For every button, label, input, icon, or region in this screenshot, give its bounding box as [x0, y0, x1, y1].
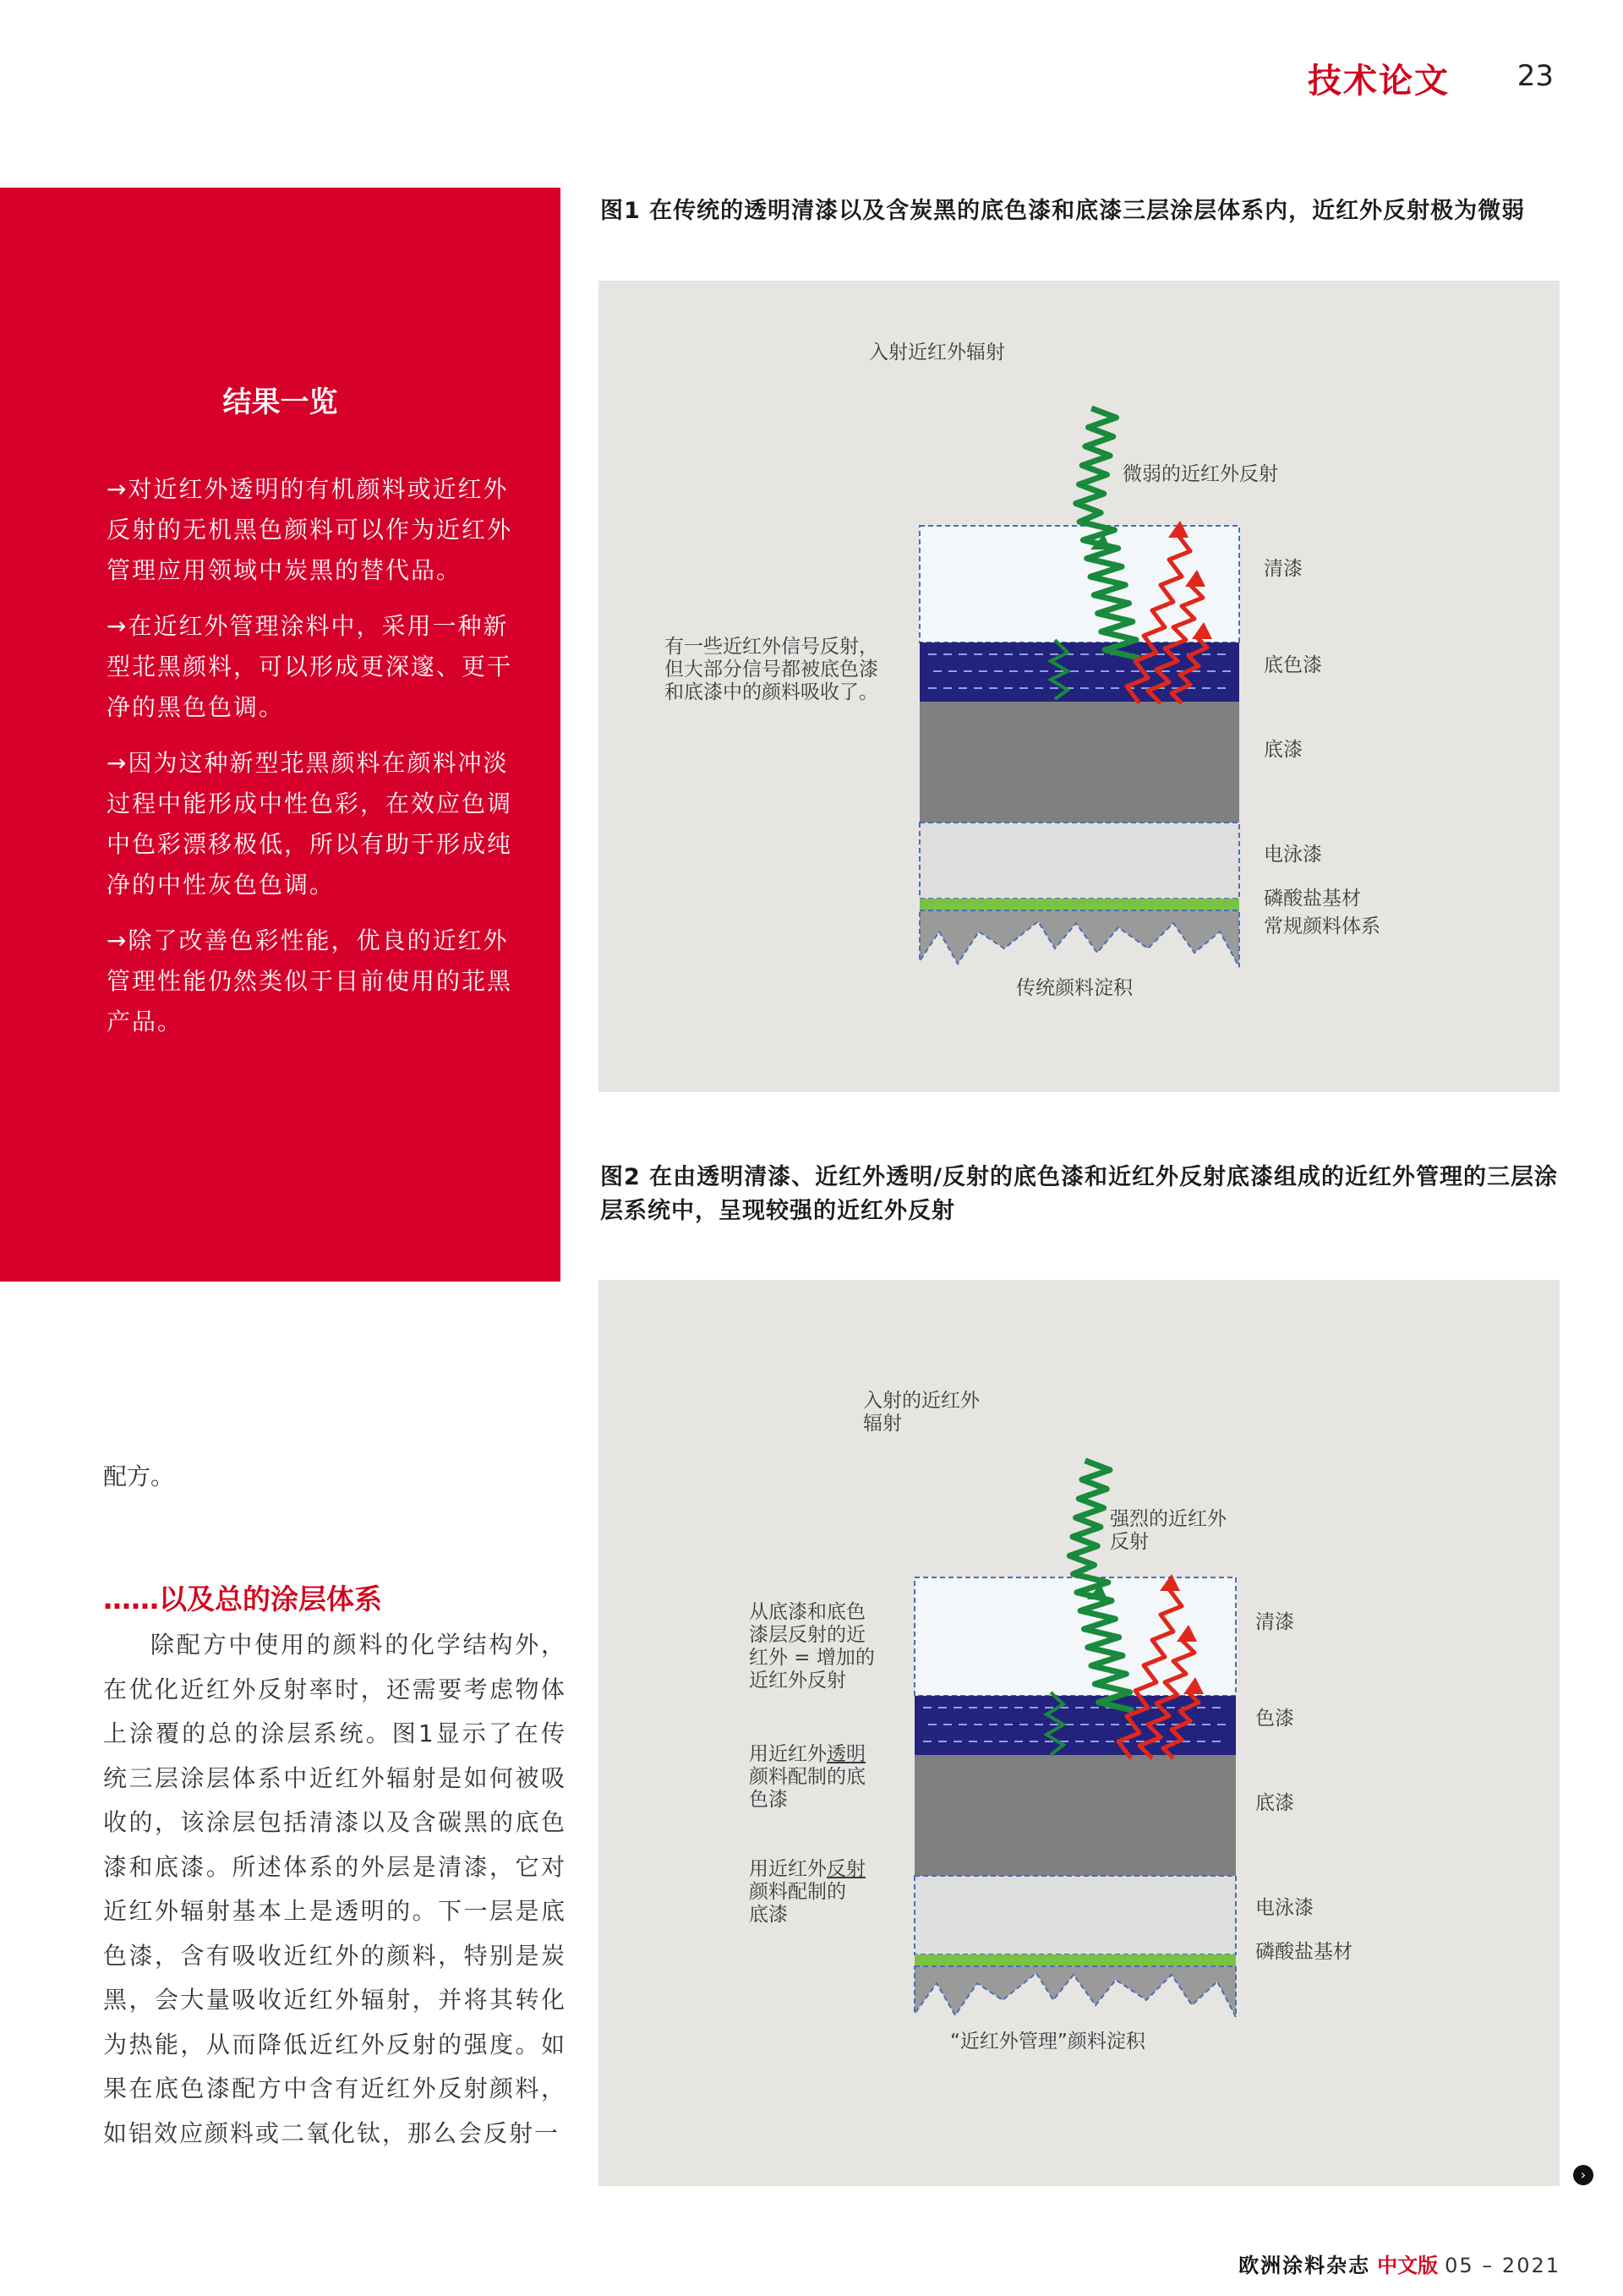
phosphate-layer — [915, 1954, 1236, 1966]
primer-layer — [920, 702, 1239, 823]
ecoat-layer — [915, 1876, 1236, 1954]
fig2-layer-basecoat: 色漆 — [1255, 1708, 1294, 1730]
phosphate-layer — [920, 899, 1239, 910]
primer-layer — [915, 1755, 1236, 1876]
summary-item: →对近红外透明的有机颜料或近红外反射的无机黑色颜料可以作为近红外管理应用领域中炭黑的替代品。 — [107, 475, 513, 584]
fig1-layer-pigment-system: 常规颜料体系 — [1264, 916, 1380, 938]
summary-item: →在近红外管理涂料中，采用一种新型苝黑颜料，可以形成更深邃、更干净的黑色色调。 — [107, 612, 513, 721]
fig2-layer-ecoat: 电泳漆 — [1255, 1897, 1314, 1919]
fig1-layer-ecoat: 电泳漆 — [1264, 844, 1322, 866]
fig2-incident-label: 入射的近红外 辐射 — [863, 1390, 980, 1435]
fig1-left-note: 有一些近红外信号反射， 但大部分信号都被底色漆 和底漆中的颜料吸收了。 — [664, 636, 878, 703]
section-heading: ……以及总的涂层体系 — [103, 1583, 382, 1615]
footer-edition: 中文版 — [1377, 2254, 1439, 2277]
fig1-bottom-label: 传统颜料淀积 — [1016, 977, 1133, 999]
fig1-layer-primer: 底漆 — [1264, 739, 1303, 761]
fig1-layer-phosphate: 磷酸盐基材 — [1264, 888, 1361, 910]
footer-issue: 05 – 2021 — [1445, 2254, 1560, 2277]
fig2-layer-phosphate: 磷酸盐基材 — [1255, 1941, 1352, 1963]
summary-item: →除了改善色彩性能，优良的近红外管理性能仍然类似于目前使用的苝黑产品。 — [107, 927, 513, 1036]
fig2-reflection-label: 强烈的近红外 反射 — [1110, 1508, 1227, 1553]
summary-item: →因为这种新型苝黑颜料在颜料冲淡过程中能形成中性色彩，在效应色调中色彩漂移极低，所以有助于形成纯净的中性灰色色调。 — [107, 749, 513, 899]
summary-list — [107, 469, 529, 1058]
substrate — [915, 1966, 1236, 2017]
fig1-layer-basecoat: 底色漆 — [1264, 654, 1322, 676]
body-paragraph: 除配方中使用的颜料的化学结构外，在优化近红外反射率时，还需要考虑物体上涂覆的总的涂层系统。图1显示了在传统三层涂层体系中近红外辐射是如何被吸收的，该涂层包括清漆以及含碳黑的底色漆和底漆。所述体系的外层是清漆，它对近红外辐射基本上是透明的。下一层是底色漆，含有吸收近红外的颜料，特别是炭黑，会大量吸收近红外辐射，并将其转化为热能，从而降低近红外反射的强度。如果在底色漆配方中含有近红外反射颜料，如铝效应颜料或二氧化钛，那么会反射一 — [103, 1631, 566, 2147]
figure1-panel — [598, 281, 1560, 1092]
body-continuation: 配方。 — [103, 1462, 175, 1490]
substrate — [920, 910, 1239, 967]
fig1-layer-clearcoat: 清漆 — [1264, 558, 1303, 580]
figure1-caption: 图1 在传统的透明清漆以及含炭黑的底色漆和底漆三层涂层体系内，近红外反射极为微弱 — [600, 198, 1526, 224]
figure2-panel — [598, 1280, 1560, 2186]
fig2-note-reflection: 从底漆和底色 漆层反射的近 红外 = 增加的 近红外反射 — [749, 1601, 875, 1692]
footer — [1238, 2249, 1560, 2278]
fig2-layer-clearcoat: 清漆 — [1255, 1611, 1294, 1633]
fig2-note-primer: 用近红外反射 颜料配制的 底漆 — [749, 1858, 866, 1926]
fig1-incident-label: 入射近红外辐射 — [869, 342, 1005, 364]
next-page-icon[interactable]: › — [1573, 2165, 1593, 2185]
figure2-caption: 图2 在由透明清漆、近红外透明/反射的底色漆和近红外反射底漆组成的近红外管理的三层涂层系统中，呈现较强的近红外反射 — [600, 1164, 1559, 1224]
fig1-reflection-label: 微弱的近红外反射 — [1123, 463, 1278, 485]
footer-magazine: 欧洲涂料杂志 — [1238, 2254, 1371, 2277]
section-title: 技术论文 — [1308, 62, 1450, 101]
page-number: 23 — [1516, 59, 1554, 93]
fig2-bottom-label: “近红外管理”颜料淀积 — [950, 2031, 1145, 2053]
summary-title: 结果一览 — [222, 385, 338, 419]
fig2-layer-primer: 底漆 — [1255, 1792, 1294, 1814]
fig2-note-basecoat: 用近红外透明 颜料配制的底 色漆 — [749, 1743, 866, 1811]
ecoat-layer — [920, 823, 1239, 899]
